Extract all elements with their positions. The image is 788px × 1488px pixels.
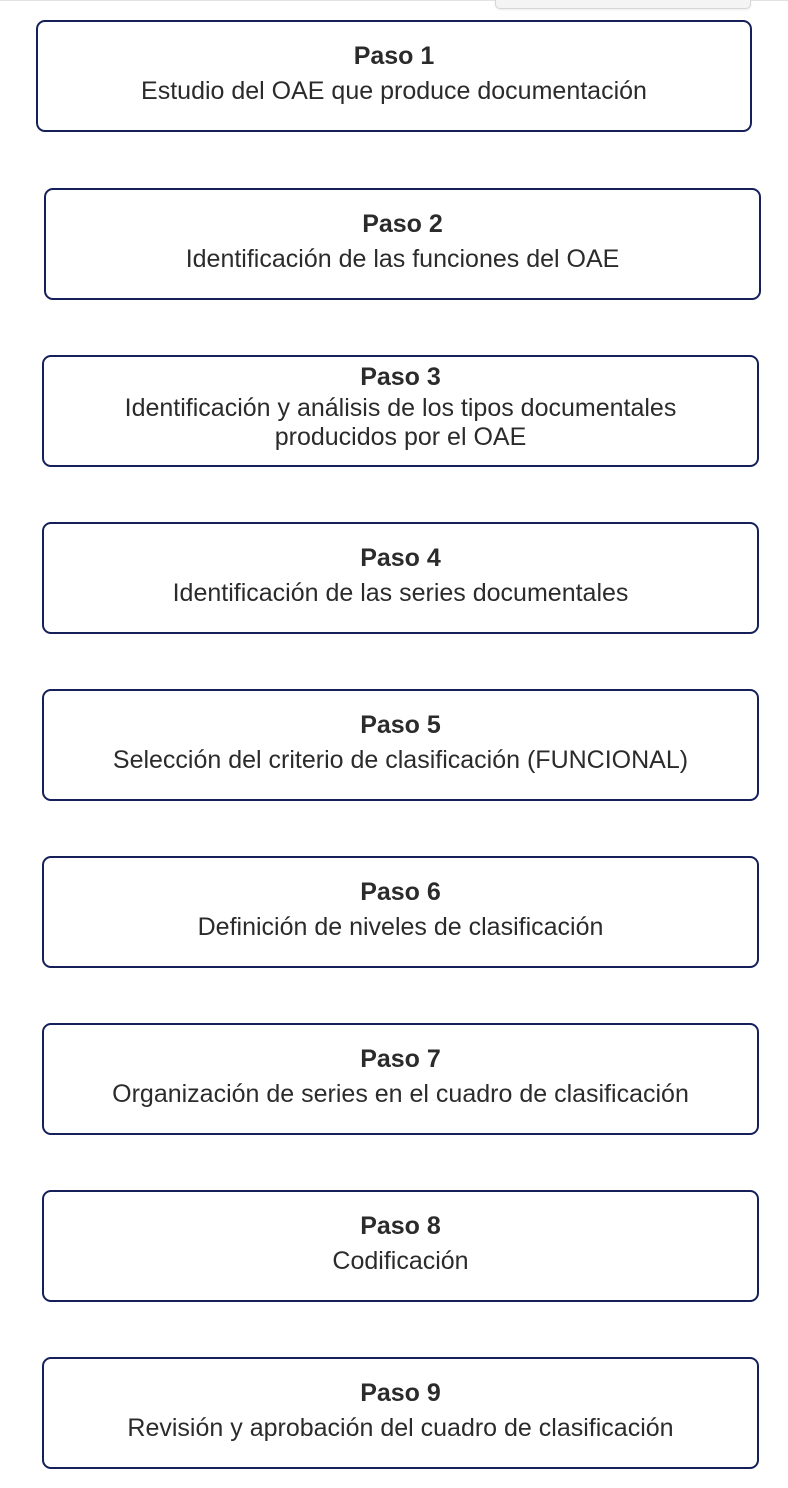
step-box-1 <box>36 20 752 132</box>
step-description: Organización de series en el cuadro de clasificación <box>112 1079 689 1108</box>
step-box-4 <box>42 522 759 634</box>
step-box-6 <box>42 856 759 968</box>
step-description: Identificación y análisis de los tipos documentales producidos por el OAE <box>124 394 677 451</box>
step-title: Paso 8 <box>360 1211 441 1240</box>
step-title: Paso 6 <box>360 877 441 906</box>
step-title: Paso 9 <box>360 1378 441 1407</box>
step-description: Estudio del OAE que produce documentación <box>141 76 647 105</box>
step-box-7 <box>42 1023 759 1135</box>
step-description: Revisión y aprobación del cuadro de clasificación <box>127 1413 674 1442</box>
step-description: Definición de niveles de clasificación <box>197 912 604 941</box>
step-title: Paso 7 <box>360 1044 441 1073</box>
step-description: Selección del criterio de clasificación (FUNCIONAL) <box>112 745 689 774</box>
step-description: Identificación de las series documentales <box>172 578 629 607</box>
step-box-5 <box>42 689 759 801</box>
step-description: Codificación <box>332 1246 469 1275</box>
step-title: Paso 1 <box>353 41 435 70</box>
step-box-3 <box>42 355 759 467</box>
step-title: Paso 5 <box>360 710 441 739</box>
step-title: Paso 2 <box>362 209 443 238</box>
step-box-2 <box>44 188 761 300</box>
step-title: Paso 3 <box>360 363 441 391</box>
step-description: Identificación de las funciones del OAE <box>185 244 620 273</box>
step-box-9 <box>42 1357 759 1469</box>
step-title: Paso 4 <box>360 543 441 572</box>
step-box-8 <box>42 1190 759 1302</box>
